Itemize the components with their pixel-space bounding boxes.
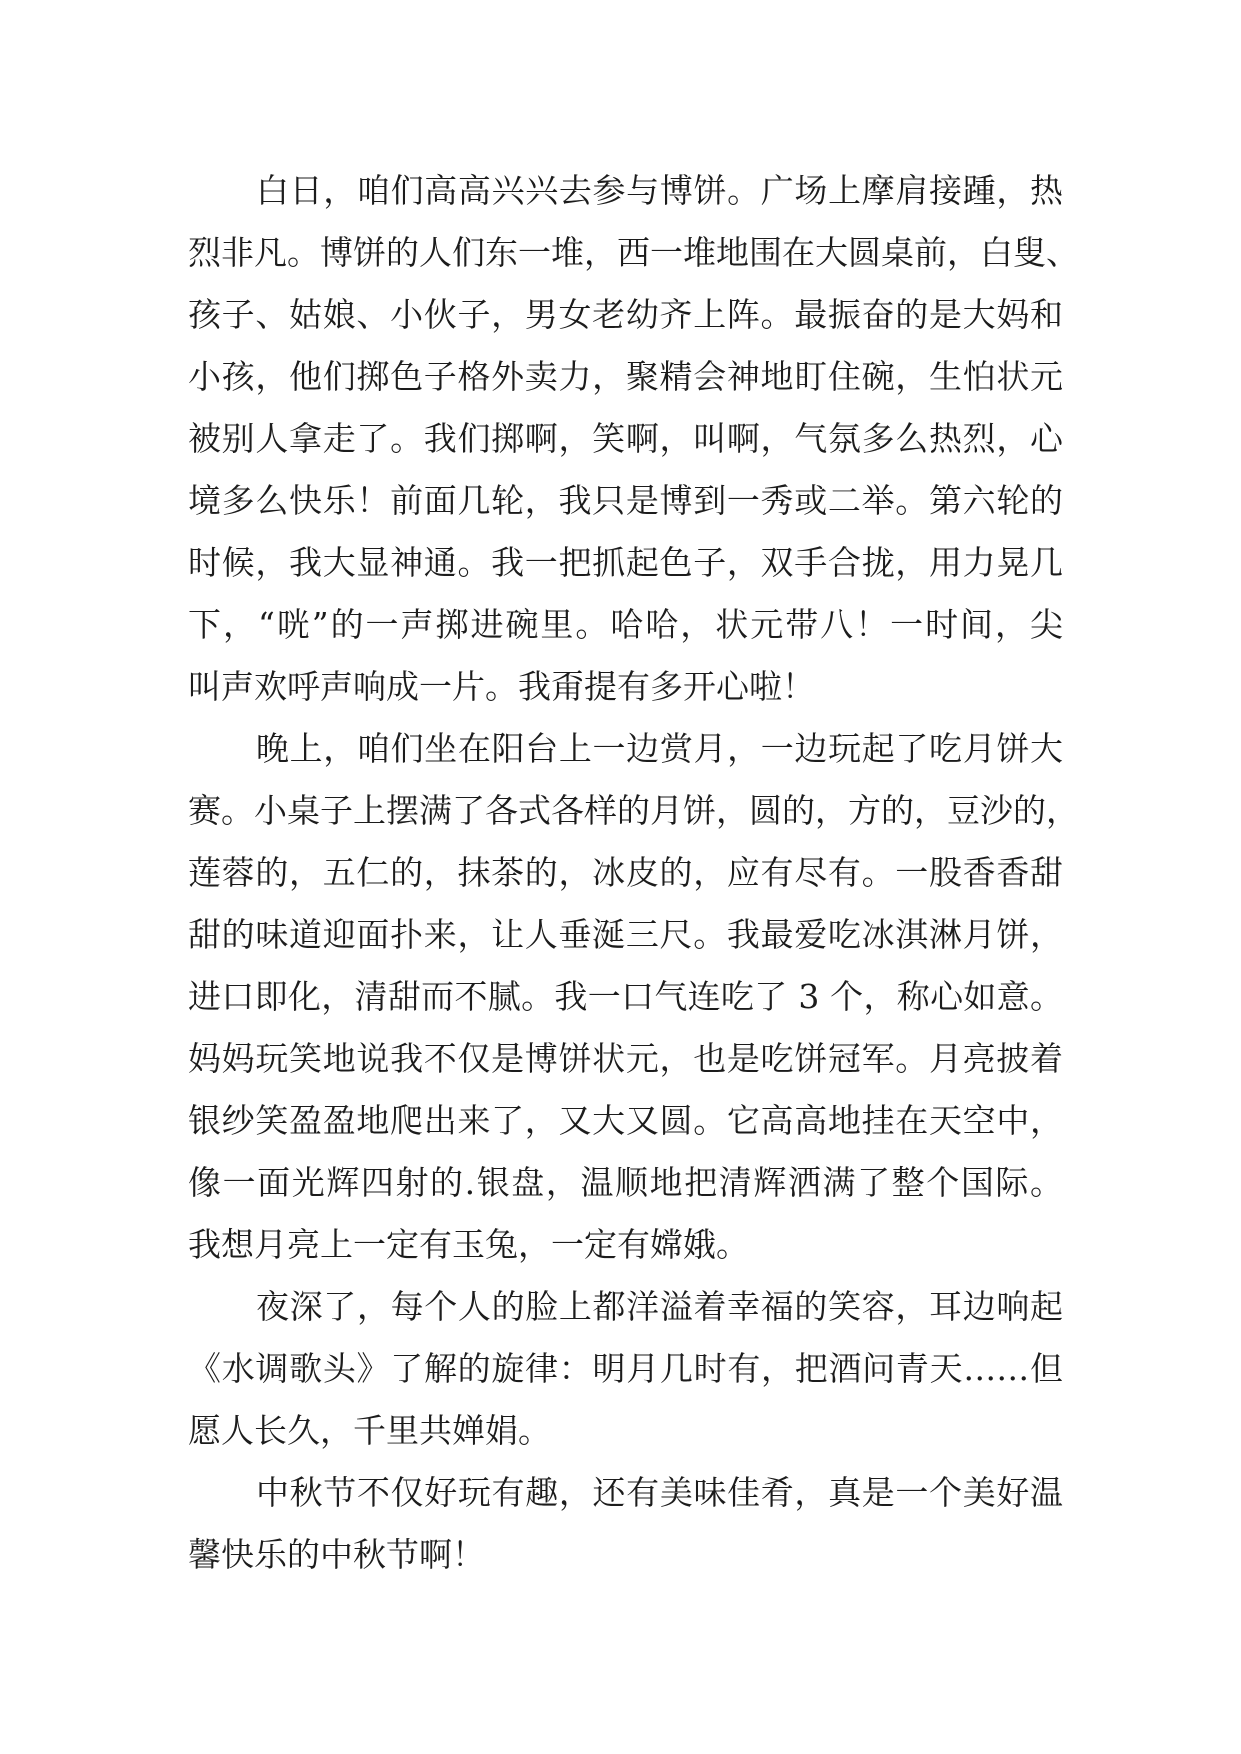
text-line: 中秋节不仅好玩有趣，还有美味佳肴，真是一个美好温 xyxy=(256,1473,1063,1512)
text-line: 时候，我大显神通。我一把抓起色子，双手合拢，用力晃几 xyxy=(188,543,1063,582)
text-line: 进口即化，清甜而不腻。我一口气连吃了 3 个，称心如意。 xyxy=(188,977,1063,1016)
paragraph-2 xyxy=(188,718,1079,1276)
text-line: 《水调歌头》了解的旋律：明月几时有，把酒问青天……但 xyxy=(188,1349,1063,1388)
text-line: 夜深了，每个人的脸上都洋溢着幸福的笑容，耳边响起 xyxy=(256,1287,1063,1326)
document-body xyxy=(188,160,1079,1586)
text-line: 赛。小桌子上摆满了各式各样的月饼，圆的，方的，豆沙的， xyxy=(188,791,1079,830)
text-line: 馨快乐的中秋节啊！ xyxy=(188,1535,485,1574)
text-line: 银纱笑盈盈地爬出来了，又大又圆。它高高地挂在天空中， xyxy=(188,1101,1063,1140)
text-line: 莲蓉的，五仁的，抹茶的，冰皮的，应有尽有。一股香香甜 xyxy=(188,853,1063,892)
text-line: 境多么快乐！前面几轮，我只是博到一秀或二举。第六轮的 xyxy=(188,481,1063,520)
text-line: 妈妈玩笑地说我不仅是博饼状元，也是吃饼冠军。月亮披着 xyxy=(188,1039,1063,1078)
text-line: 被别人拿走了。我们掷啊，笑啊，叫啊，气氛多么热烈，心 xyxy=(188,419,1063,458)
text-line: 愿人长久，千里共婵娟。 xyxy=(188,1411,551,1450)
text-line: 烈非凡。博饼的人们东一堆，西一堆地围在大圆桌前，白叟、 xyxy=(188,233,1079,272)
text-line: 晚上，咱们坐在阳台上一边赏月，一边玩起了吃月饼大 xyxy=(256,729,1063,768)
paragraph-4 xyxy=(188,1462,1063,1586)
text-line: 孩子、姑娘、小伙子，男女老幼齐上阵。最振奋的是大妈和 xyxy=(188,295,1063,334)
text-line: 小孩，他们掷色子格外卖力，聚精会神地盯住碗，生怕状元 xyxy=(188,357,1063,396)
text-line: 白日，咱们高高兴兴去参与博饼。广场上摩肩接踵，热 xyxy=(256,171,1063,210)
text-line: 甜的味道迎面扑来，让人垂涎三尺。我最爱吃冰淇淋月饼， xyxy=(188,915,1063,954)
text-line: 像一面光辉四射的.银盘，温顺地把清辉洒满了整个国际。 xyxy=(188,1163,1063,1202)
paragraph-1 xyxy=(188,160,1079,718)
paragraph-3 xyxy=(188,1276,1063,1462)
text-line: 下，“咣”的一声掷进碗里。哈哈，状元带八！一时间，尖 xyxy=(188,605,1063,644)
text-line: 叫声欢呼声响成一片。我甭提有多开心啦！ xyxy=(188,667,815,706)
text-line: 我想月亮上一定有玉兔，一定有嫦娥。 xyxy=(188,1225,749,1264)
